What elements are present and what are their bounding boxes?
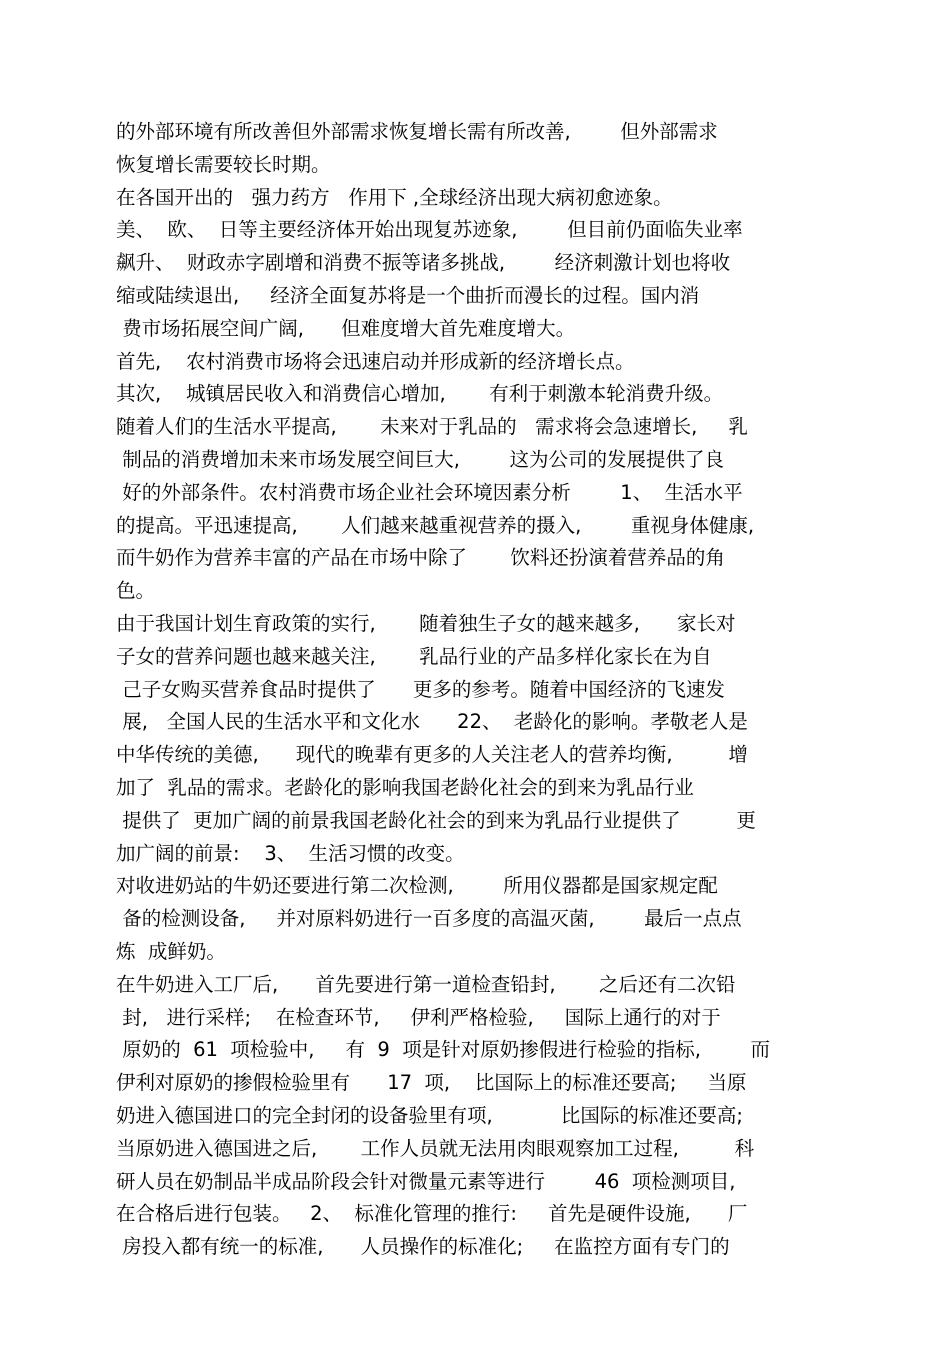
text-line: 制品的消费增加未来市场发展空间巨大, 这为公司的发展提供了良 <box>116 447 724 471</box>
text-line: 在各国开出的 强力药方 作用下 ,全球经济出现大病初愈迹象。 <box>116 185 673 209</box>
text-line: 加广阔的前景: 3、 生活习惯的改变。 <box>116 841 465 865</box>
text-line: 费市场拓展空间广阔, 但难度增大首先难度增大。 <box>116 316 576 340</box>
text-line: 恢复增长需要较长时期。 <box>116 152 331 176</box>
text-line: 研人员在奶制品半成品阶段会针对微量元素等进行 46 项检测项目, <box>116 1169 736 1193</box>
text-line: 奶进入德国进口的完全封闭的设备验里有项, 比国际的标准还要高; <box>116 1103 743 1127</box>
text-line: 封, 进行采样; 在检查环节, 伊利严格检验, 国际上通行的对于 <box>116 1005 721 1029</box>
text-line: 缩或陆续退出, 经济全面复苏将是一个曲折而漫长的过程。国内消 <box>116 283 700 307</box>
text-line: 提供了 更加广阔的前景我国老龄化社会的到来为乳品行业提供了 更 <box>116 808 756 832</box>
text-line: 己子女购买营养食品时提供了 更多的参考。随着中国经济的飞速发 <box>116 677 725 701</box>
text-line: 在合格后进行包装。 2、 标准化管理的推行: 首先是硬件设施, 厂 <box>116 1202 748 1226</box>
text-line: 而牛奶作为营养丰富的产品在市场中除了 饮料还扮演着营养品的角 <box>116 546 725 570</box>
text-line: 色。 <box>116 579 156 603</box>
text-line: 好的外部条件。农村消费市场企业社会环境因素分析 1、 生活水平 <box>116 480 743 504</box>
text-line: 展, 全国人民的生活水平和文化水 22、 老龄化的影响。孝敬老人是 <box>116 710 748 734</box>
text-line: 随着人们的生活水平提高, 未来对于乳品的 需求将会急速增长, 乳 <box>116 415 748 439</box>
text-line: 炼 成鲜奶。 <box>116 939 226 963</box>
text-line: 由于我国计划生育政策的实行, 随着独生子女的越来越多, 家长对 <box>116 611 736 635</box>
text-line: 对收进奶站的牛奶还要进行第二次检测, 所用仪器都是国家规定配 <box>116 874 718 898</box>
text-line: 在牛奶进入工厂后, 首先要进行第一道检查铅封, 之后还有二次铅 <box>116 972 736 996</box>
body-text <box>116 116 836 1264</box>
text-line: 的提高。平迅速提高, 人们越来越重视营养的摄入, 重视身体健康, <box>116 513 755 537</box>
text-line: 房投入都有统一的标准, 人员操作的标准化; 在监控方面有专门的 <box>116 1235 730 1259</box>
text-line: 飙升、 财政赤字剧增和消费不振等诸多挑战, 经济刺激计划也将收 <box>116 251 731 275</box>
text-line: 首先, 农村消费市场将会迅速启动并形成新的经济增长点。 <box>116 349 635 373</box>
text-line: 备的检测设备, 并对原料奶进行一百多度的高温灭菌, 最后一点点 <box>116 907 742 931</box>
text-line: 中华传统的美德, 现代的晚辈有更多的人关注老人的营养均衡, 增 <box>116 743 748 767</box>
text-line: 的外部环境有所改善但外部需求恢复增长需有所改善, 但外部需求 <box>116 120 718 143</box>
text-line: 当原奶进入德国进之后, 工作人员就无法用肉眼观察加工过程, 科 <box>116 1136 755 1160</box>
text-line: 加了 乳品的需求。老龄化的影响我国老龄化社会的到来为乳品行业 <box>116 775 694 799</box>
text-line: 伊利对原奶的掺假检验里有 17 项, 比国际上的标准还要高; 当原 <box>116 1071 747 1095</box>
text-line: 美、 欧、 日等主要经济体开始出现复苏迹象, 但目前仍面临失业率 <box>116 218 743 242</box>
text-line: 子女的营养问题也越来越关注, 乳品行业的产品多样化家长在为自 <box>116 644 712 668</box>
text-line: 原奶的 61 项检验中, 有 9 项是针对原奶掺假进行检验的指标, 而 <box>116 1038 770 1062</box>
text-line: 其次, 城镇居民收入和消费信心增加, 有利于刺激本轮消费升级。 <box>116 382 724 406</box>
